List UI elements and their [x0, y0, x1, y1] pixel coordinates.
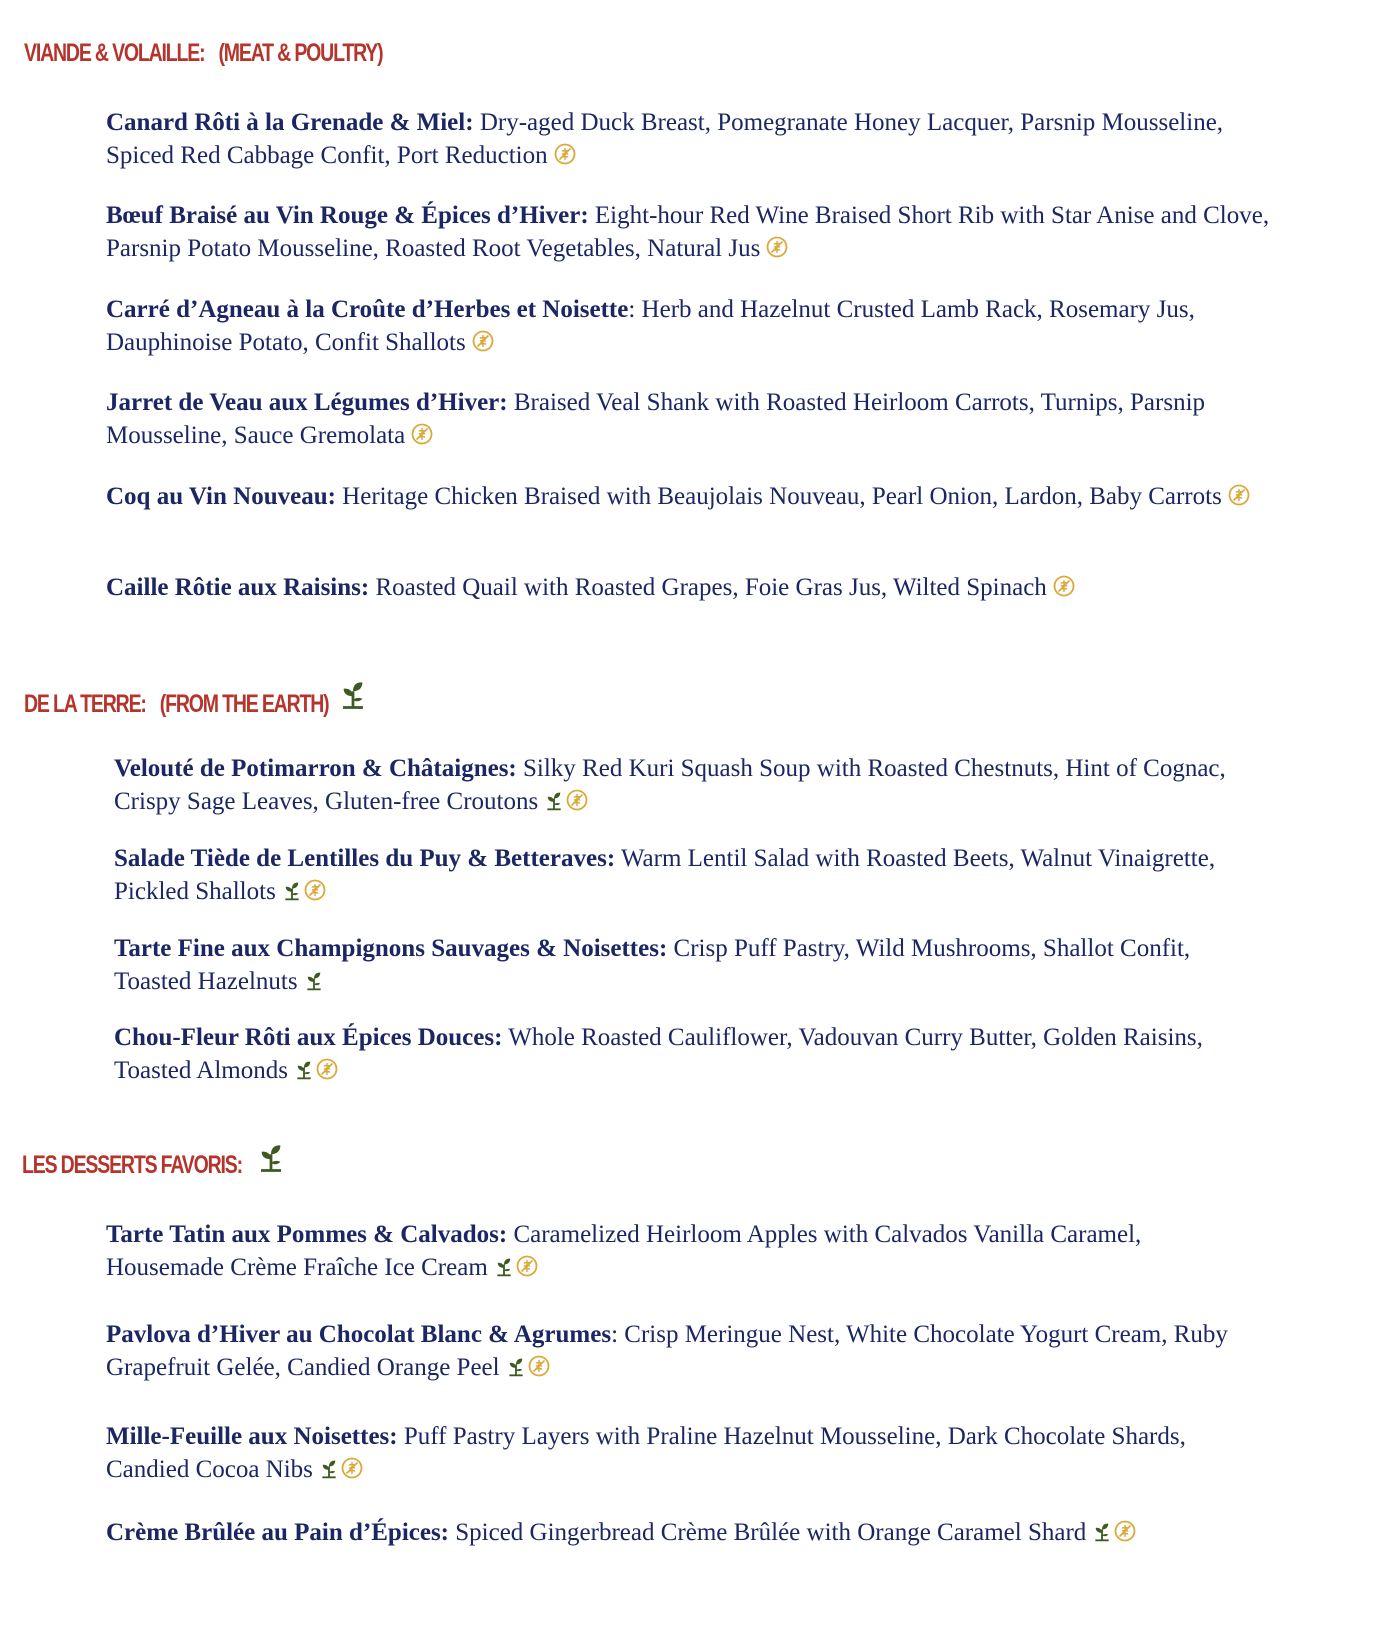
section-title: LES DESSERTS FAVORIS: [22, 1151, 242, 1179]
menu-item [106, 106, 1256, 174]
item-description: : Crisp Meringue Nest, White Chocolate Yogurt Cream, Ruby Grapefruit Gelée, Candied Orange Peel [106, 1321, 1228, 1381]
item-name: Caille Rôtie aux Raisins: [106, 574, 370, 601]
item-description: Braised Veal Shank with Roasted Heirloom Carrots, Turnips, Parsnip Mousseline, Sauce Gremolata [106, 389, 1206, 449]
item-name: Tarte Tatin aux Pommes & Calvados: [106, 1221, 508, 1248]
item-description: Heritage Chicken Braised with Beaujolais Nouveau, Pearl Onion, Lardon, Baby Carrots [335, 483, 1222, 510]
menu-item [106, 1218, 1206, 1286]
menu-item [114, 1021, 1244, 1089]
gluten-free-icon [1228, 482, 1250, 515]
vegetarian-icon [319, 1455, 339, 1488]
menu-item [106, 1318, 1246, 1386]
menu-item [114, 752, 1254, 820]
gluten-free-icon [411, 421, 433, 454]
gluten-free-icon [766, 234, 788, 267]
gluten-free-icon [516, 1253, 538, 1286]
item-description: Dry-aged Duck Breast, Pomegranate Honey Lacquer, Parsnip Mousseline, Spiced Red Cabbage Confit, Port Reduction [106, 109, 1224, 169]
menu-item [114, 932, 1204, 1000]
section-heading-meat-poultry [24, 38, 382, 68]
menu-item [114, 842, 1244, 910]
item-name: Mille-Feuille aux Noisettes: [106, 1423, 398, 1450]
item-description: Roasted Quail with Roasted Grapes, Foie Gras Jus, Wilted Spinach [369, 574, 1047, 601]
section-heading-desserts [22, 1150, 242, 1180]
vegetarian-icon [1092, 1518, 1112, 1551]
menu-item [106, 199, 1281, 267]
menu-item [106, 571, 1286, 606]
menu-item [106, 1420, 1226, 1488]
item-description: Silky Red Kuri Squash Soup with Roasted Chestnuts, Hint of Cognac, Crispy Sage Leaves, Gluten-free Croutons [114, 755, 1226, 815]
vegetarian-icon [494, 1253, 514, 1286]
item-description: Eight-hour Red Wine Braised Short Rib with Star Anise and Clove, Parsnip Potato Mousseline, Roasted Root Vegetables, Natural Jus [106, 202, 1270, 262]
section-title: VIANDE & VOLAILLE: [24, 39, 205, 67]
gluten-free-icon [566, 787, 588, 820]
item-description: : Herb and Hazelnut Crusted Lamb Rack, Rosemary Jus, Dauphinoise Potato, Confit Shallots [106, 296, 1195, 356]
vegetarian-icon [304, 967, 324, 1000]
item-name: Crème Brûlée au Pain d’Épices: [106, 1519, 450, 1546]
item-description: Puff Pastry Layers with Praline Hazelnut Mousseline, Dark Chocolate Shards, Candied Cocoa Nibs [106, 1423, 1186, 1483]
vegetarian-icon [282, 877, 302, 910]
item-description: Crisp Puff Pastry, Wild Mushrooms, Shallot Confit, Toasted Hazelnuts [114, 935, 1191, 995]
item-name: Jarret de Veau aux Légumes d’Hiver: [106, 389, 508, 416]
menu-item [106, 1516, 1286, 1551]
gluten-free-icon [528, 1353, 550, 1386]
gluten-free-icon [1114, 1518, 1136, 1551]
vegetarian-icon [256, 1143, 286, 1178]
item-description: Whole Roasted Cauliflower, Vadouvan Curry Butter, Golden Raisins, Toasted Almonds [114, 1024, 1203, 1084]
item-name: Carré d’Agneau à la Croûte d’Herbes et Noisette [106, 296, 629, 323]
gluten-free-icon [554, 141, 576, 174]
item-name: Salade Tiède de Lentilles du Puy & Betteraves: [114, 845, 616, 872]
gluten-free-icon [304, 877, 326, 910]
item-description: Spiced Gingerbread Crème Brûlée with Orange Caramel Shard [449, 1519, 1087, 1546]
vegetarian-icon [544, 787, 564, 820]
vegetarian-icon [506, 1353, 526, 1386]
vegetarian-icon [338, 680, 368, 715]
item-name: Bœuf Braisé au Vin Rouge & Épices d’Hiver: [106, 202, 589, 229]
item-name: Coq au Vin Nouveau: [106, 483, 336, 510]
section-title: DE LA TERRE: [24, 690, 146, 718]
menu-item [106, 386, 1226, 454]
item-name: Tarte Fine aux Champignons Sauvages & Noisettes: [114, 935, 668, 962]
gluten-free-icon [341, 1455, 363, 1488]
gluten-free-icon [1053, 573, 1075, 606]
vegetarian-icon [294, 1056, 314, 1089]
section-subtitle: (FROM THE EARTH) [159, 690, 329, 718]
item-description: Caramelized Heirloom Apples with Calvados Vanilla Caramel, Housemade Crème Fraîche Ice Cream [106, 1221, 1142, 1281]
section-subtitle: (MEAT & POULTRY) [218, 39, 383, 67]
menu-item [106, 480, 1266, 515]
gluten-free-icon [472, 328, 494, 361]
item-description: Warm Lentil Salad with Roasted Beets, Walnut Vinaigrette, Pickled Shallots [114, 845, 1216, 905]
gluten-free-icon [316, 1056, 338, 1089]
item-name: Velouté de Potimarron & Châtaignes: [114, 755, 517, 782]
menu-item [106, 293, 1216, 361]
item-name: Pavlova d’Hiver au Chocolat Blanc & Agrumes [106, 1321, 612, 1348]
section-heading-from-the-earth [24, 689, 328, 719]
item-name: Canard Rôti à la Grenade & Miel: [106, 109, 474, 136]
item-name: Chou-Fleur Rôti aux Épices Douces: [114, 1024, 503, 1051]
